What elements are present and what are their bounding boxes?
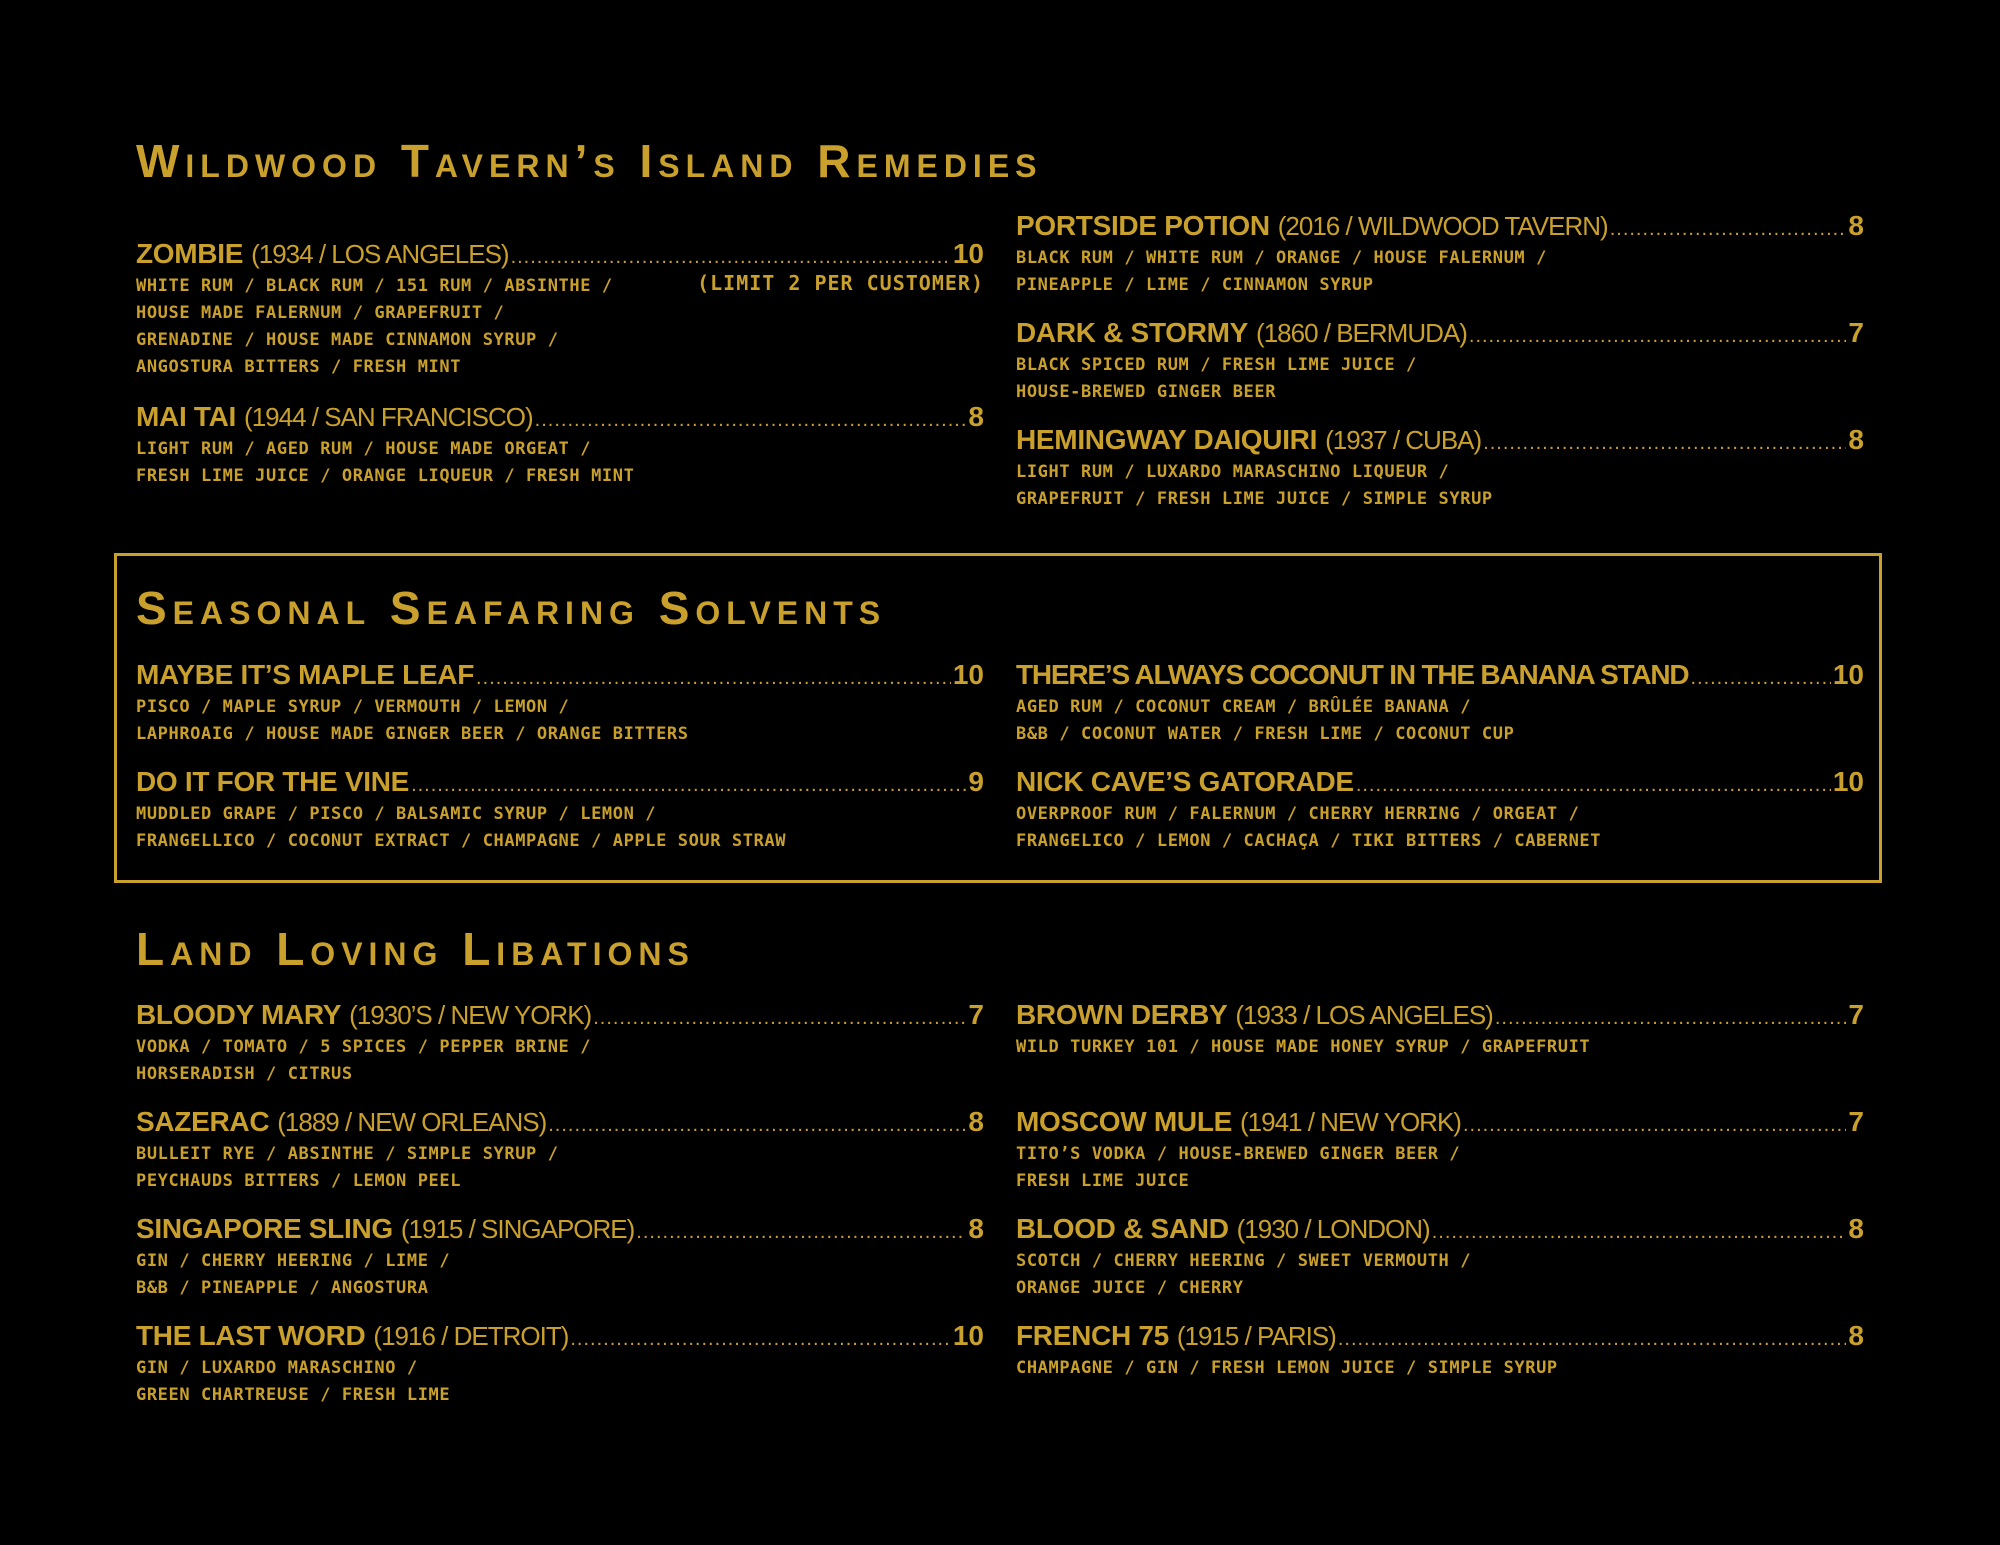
item-price: 10 (1832, 766, 1864, 797)
item-ingredients: ORANGE JUICE / CHERRY (1016, 1278, 1244, 1298)
menu-item (1016, 659, 1864, 748)
item-name: MAYBE IT’S MAPLE LEAF (136, 659, 475, 690)
item-name: MAI TAI (136, 401, 237, 432)
item-price: 7 (968, 999, 984, 1030)
item-ingredients: GIN / CHERRY HEERING / LIME / (136, 1251, 451, 1271)
dot-leader (535, 404, 967, 436)
item-origin: (1941 / NEW YORK) (1240, 1107, 1461, 1137)
item-origin: (1933 / LOS ANGELES) (1235, 1000, 1493, 1030)
item-origin: (1934 / LOS ANGELES) (251, 239, 509, 269)
item-name: SINGAPORE SLING (136, 1213, 393, 1244)
item-ingredients: BLACK RUM / WHITE RUM / ORANGE / HOUSE FALERNUM / (1016, 248, 1547, 268)
item-ingredients: B&B / PINEAPPLE / ANGOSTURA (136, 1278, 429, 1298)
dot-leader (1338, 1323, 1847, 1355)
item-note: (LIMIT 2 PER CUSTOMER) (697, 271, 984, 295)
item-ingredients: PEYCHAUDS BITTERS / LEMON PEEL (136, 1171, 462, 1191)
item-ingredients: TITO’S VODKA / HOUSE-BREWED GINGER BEER / (1016, 1144, 1461, 1164)
item-ingredients: LIGHT RUM / LUXARDO MARASCHINO LIQUEUR / (1016, 462, 1450, 482)
menu-item (1016, 1213, 1864, 1302)
item-origin: (1916 / DETROIT) (373, 1321, 569, 1351)
item-name: PORTSIDE POTION (1016, 210, 1270, 241)
item-name: DO IT FOR THE VINE (136, 766, 410, 797)
item-ingredients: B&B / COCONUT WATER / FRESH LIME / COCONUT CUP (1016, 724, 1515, 744)
menu-item (1016, 999, 1864, 1061)
section-title: Land Loving Libations (136, 923, 695, 975)
item-ingredients: HOUSE MADE FALERNUM / GRAPEFRUIT / (136, 303, 505, 323)
item-ingredients: AGED RUM / COCONUT CREAM / BRÛLÉE BANANA / (1016, 697, 1472, 717)
menu-item (136, 766, 984, 855)
item-ingredients: HOUSE-BREWED GINGER BEER (1016, 382, 1277, 402)
menu-item (1016, 1106, 1864, 1195)
item-price: 7 (1848, 317, 1864, 348)
item-ingredients: OVERPROOF RUM / FALERNUM / CHERRY HERRING / ORGEAT / (1016, 804, 1580, 824)
item-name: FRENCH 75 (1016, 1320, 1169, 1351)
item-name: THE LAST WORD (136, 1320, 366, 1351)
dot-leader (411, 769, 966, 801)
dot-leader (593, 1002, 966, 1034)
menu-item (136, 238, 984, 381)
item-name: BROWN DERBY (1016, 999, 1228, 1030)
item-ingredients: BULLEIT RYE / ABSINTHE / SIMPLE SYRUP / (136, 1144, 559, 1164)
item-origin: (1944 / SAN FRANCISCO) (244, 402, 533, 432)
item-name: BLOOD & SAND (1016, 1213, 1229, 1244)
item-origin: (1915 / SINGAPORE) (400, 1214, 635, 1244)
menu-item (136, 999, 984, 1088)
item-price: 8 (968, 1213, 984, 1244)
item-name: SAZERAC (136, 1106, 270, 1137)
section-title: Seasonal Seafaring Solvents (136, 582, 887, 634)
item-price: 10 (952, 659, 984, 690)
dot-leader (1356, 769, 1831, 801)
item-price: 10 (952, 238, 984, 269)
item-ingredients: LIGHT RUM / AGED RUM / HOUSE MADE ORGEAT / (136, 439, 592, 459)
item-ingredients: SCOTCH / CHERRY HEERING / SWEET VERMOUTH / (1016, 1251, 1472, 1271)
menu-item (1016, 766, 1864, 855)
item-ingredients: PINEAPPLE / LIME / CINNAMON SYRUP (1016, 275, 1374, 295)
menu-item (136, 401, 984, 490)
item-ingredients: LAPHROAIG / HOUSE MADE GINGER BEER / ORANGE BITTERS (136, 724, 689, 744)
menu-item (1016, 424, 1864, 513)
menu-item (1016, 210, 1864, 299)
section-title: Wildwood Tavern’s Island Remedies (136, 135, 1043, 187)
dot-leader (476, 662, 951, 694)
item-ingredients: PISCO / MAPLE SYRUP / VERMOUTH / LEMON / (136, 697, 570, 717)
item-name: THERE’S ALWAYS COCONUT IN THE BANANA STAND (1016, 659, 1689, 690)
item-price: 7 (1848, 1106, 1864, 1137)
item-price: 8 (1848, 210, 1864, 241)
item-origin: (1915 / PARIS) (1176, 1321, 1336, 1351)
item-name: NICK CAVE’S GATORADE (1016, 766, 1354, 797)
item-price: 8 (968, 1106, 984, 1137)
item-ingredients: BLACK SPICED RUM / FRESH LIME JUICE / (1016, 355, 1417, 375)
item-price: 8 (968, 401, 984, 432)
item-name: DARK & STORMY (1016, 317, 1249, 348)
item-ingredients: HORSERADISH / CITRUS (136, 1064, 353, 1084)
item-origin: (1930’S / NEW YORK) (349, 1000, 592, 1030)
item-name: BLOODY MARY (136, 999, 342, 1030)
menu-item (136, 659, 984, 748)
dot-leader (636, 1216, 966, 1248)
item-ingredients: GRAPEFRUIT / FRESH LIME JUICE / SIMPLE SYRUP (1016, 489, 1493, 509)
item-origin: (1889 / NEW ORLEANS) (277, 1107, 547, 1137)
item-ingredients: WHITE RUM / BLACK RUM / 151 RUM / ABSINTHE / (136, 276, 613, 296)
dot-leader (1495, 1002, 1847, 1034)
item-ingredients: GREEN CHARTREUSE / FRESH LIME (136, 1385, 451, 1405)
menu-item (1016, 1320, 1864, 1382)
item-ingredients: GIN / LUXARDO MARASCHINO / (136, 1358, 418, 1378)
menu-item (1016, 317, 1864, 406)
item-ingredients: CHAMPAGNE / GIN / FRESH LEMON JUICE / SIMPLE SYRUP (1016, 1358, 1558, 1378)
dot-leader (1463, 1109, 1846, 1141)
item-name: HEMINGWAY DAIQUIRI (1016, 424, 1318, 455)
item-price: 9 (968, 766, 984, 797)
item-name: ZOMBIE (136, 238, 244, 269)
item-origin: (1930 / LONDON) (1236, 1214, 1430, 1244)
dot-leader (1690, 662, 1830, 694)
dot-leader (1469, 320, 1847, 352)
item-price: 10 (952, 1320, 984, 1351)
item-ingredients: VODKA / TOMATO / 5 SPICES / PEPPER BRINE / (136, 1037, 592, 1057)
item-price: 7 (1848, 999, 1864, 1030)
item-origin: (1860 / BERMUDA) (1256, 318, 1467, 348)
item-ingredients: FRESH LIME JUICE (1016, 1171, 1190, 1191)
item-price: 8 (1848, 424, 1864, 455)
dot-leader (548, 1109, 966, 1141)
dot-leader (1483, 427, 1846, 459)
item-ingredients: MUDDLED GRAPE / PISCO / BALSAMIC SYRUP / LEMON / (136, 804, 657, 824)
item-price: 8 (1848, 1320, 1864, 1351)
item-origin: (2016 / WILDWOOD TAVERN) (1277, 211, 1608, 241)
item-price: 10 (1832, 659, 1864, 690)
item-ingredients: FRANGELLICO / COCONUT EXTRACT / CHAMPAGNE / APPLE SOUR STRAW (136, 831, 787, 851)
item-ingredients: WILD TURKEY 101 / HOUSE MADE HONEY SYRUP / GRAPEFRUIT (1016, 1037, 1591, 1057)
menu-item (136, 1106, 984, 1195)
item-ingredients: ANGOSTURA BITTERS / FRESH MINT (136, 357, 462, 377)
item-ingredients: GRENADINE / HOUSE MADE CINNAMON SYRUP / (136, 330, 559, 350)
dot-leader (1432, 1216, 1847, 1248)
item-ingredients: FRESH LIME JUICE / ORANGE LIQUEUR / FRESH MINT (136, 466, 635, 486)
menu-item (136, 1213, 984, 1302)
item-name: MOSCOW MULE (1016, 1106, 1233, 1137)
item-ingredients: FRANGELICO / LEMON / CACHAÇA / TIKI BITTERS / CABERNET (1016, 831, 1602, 851)
menu-item (136, 1320, 984, 1409)
item-origin: (1937 / CUBA) (1325, 425, 1482, 455)
item-price: 8 (1848, 1213, 1864, 1244)
dot-leader (1610, 213, 1847, 245)
dot-leader (570, 1323, 950, 1355)
dot-leader (511, 241, 951, 273)
